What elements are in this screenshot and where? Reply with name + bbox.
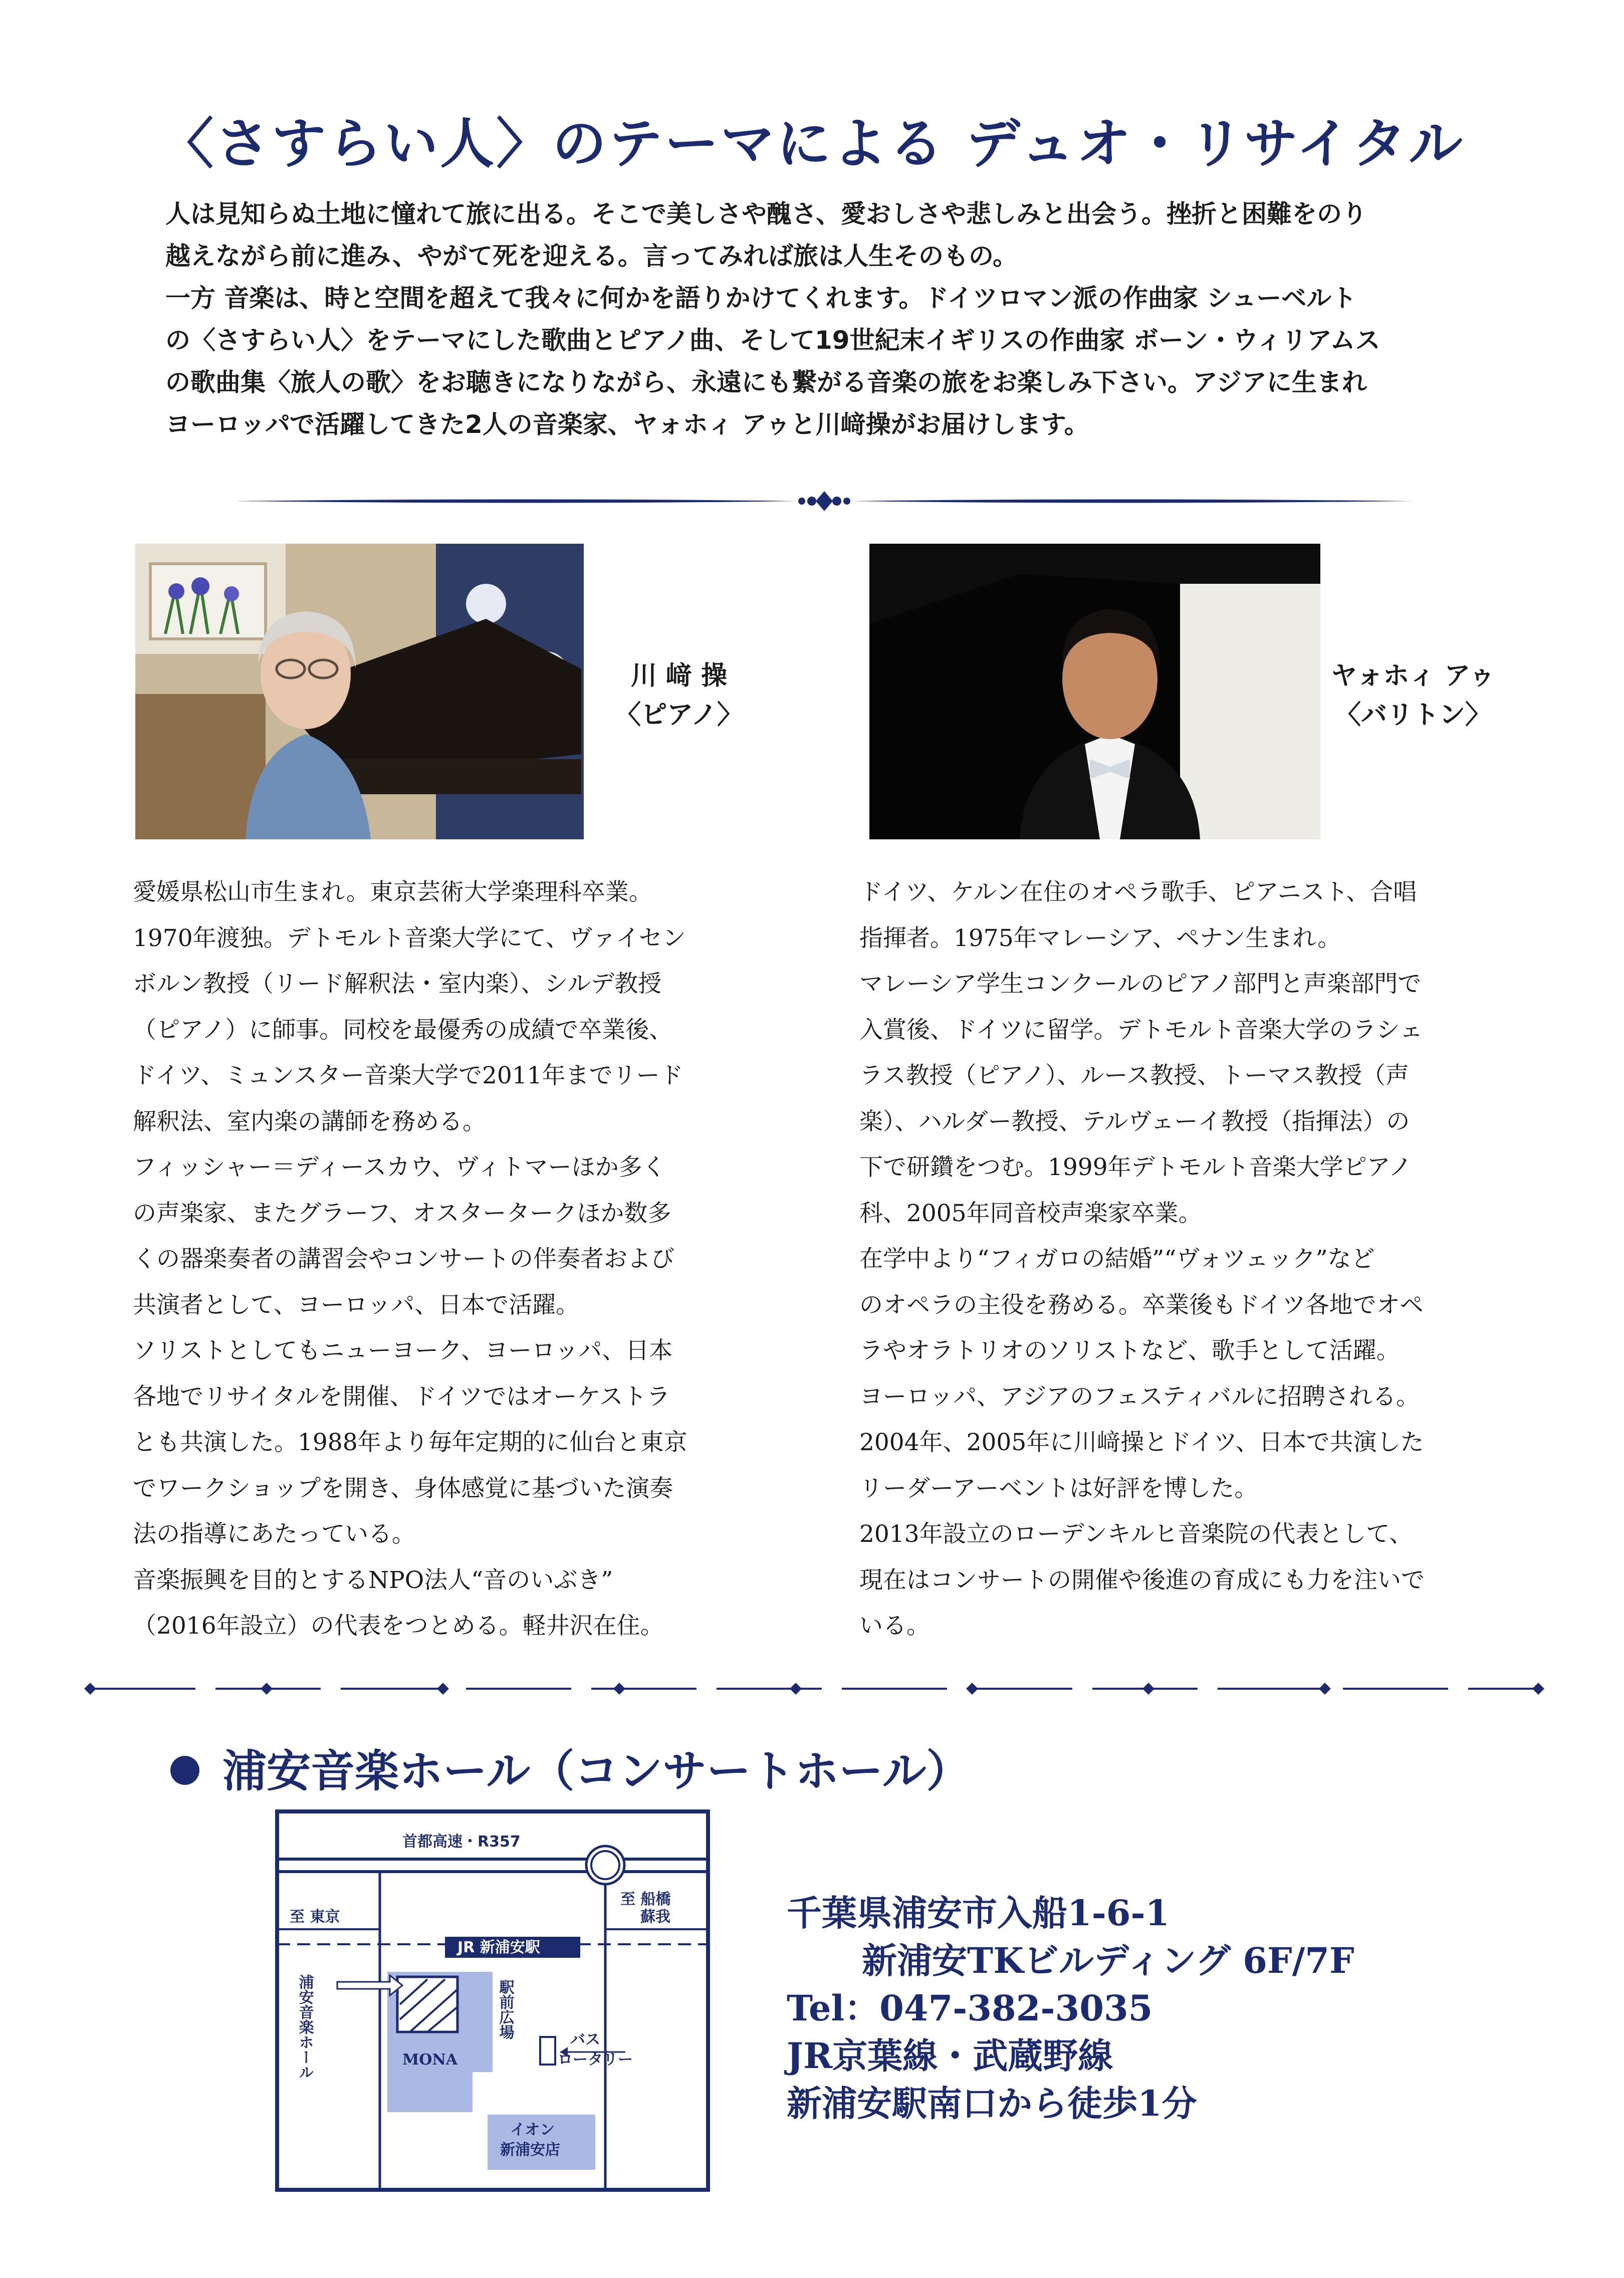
- access-map: [275, 1809, 711, 2192]
- bio-line: 各地でリサイタルを開催、ドイツではオーケストラ: [133, 1383, 670, 1411]
- pianist-role: 〈ピアノ〉: [615, 700, 743, 730]
- phone-line: Tel：047-382-3035: [787, 1987, 1153, 2029]
- map-aeon-store-label: 新浦安店: [500, 2141, 560, 2159]
- map-soga-label: 蘇我: [640, 1908, 670, 1926]
- baritone-role: 〈バリトン〉: [1334, 700, 1491, 730]
- bio-line: 共演者として、ヨーロッパ、日本で活躍。: [133, 1291, 580, 1319]
- intro-line: 一方 音楽は、時と空間を超えて我々に何かを語りかけてくれます。ドイツロマン派の作曲家 シューベルト: [165, 284, 1357, 313]
- pianist-caption: [604, 656, 754, 735]
- bullet-icon: [170, 1756, 199, 1785]
- bio-line: 2013年設立のローデンキルヒ音楽院の代表として、: [859, 1520, 1413, 1548]
- baritone-name: ヤォホィ アゥ: [1331, 661, 1495, 691]
- intro-line: 越えながら前に進み、やがて死を迎える。言ってみれば旅は人生そのもの。: [165, 242, 1018, 271]
- bio-line: 下で研鑽をつむ。1999年デトモルト音楽大学ピアノ: [859, 1154, 1412, 1181]
- intro-text: [165, 193, 1488, 445]
- bio-line: 科、2005年同音校声楽家卒業。: [859, 1199, 1202, 1227]
- intro-line: の歌曲集〈旅人の歌〉をお聴きになりながら、永遠にも繋がる音楽の旅をお楽しみ下さい。アジアに生まれ: [165, 368, 1367, 397]
- pianist-bio: [133, 869, 784, 1649]
- bio-line: 解釈法、室内楽の講師を務める。: [133, 1107, 486, 1135]
- bio-line: （2016年設立）の代表をつとめる。軽井沢在住。: [133, 1612, 664, 1640]
- map-funabashi-label: 至 船橋: [620, 1891, 671, 1908]
- bio-line: の声楽家、またグラーフ、オスタータークほか数多: [133, 1199, 671, 1227]
- bio-line: のオペラの主役を務める。卒業後もドイツ各地でオペ: [859, 1291, 1424, 1319]
- bio-line: （ピアノ）に師事。同校を最優秀の成績で卒業後、: [133, 1016, 673, 1044]
- pianist-photo: [135, 544, 584, 839]
- baritone-bio: [859, 869, 1511, 1649]
- map-station-label: JR 新浦安駅: [457, 1939, 540, 1956]
- venue-address: [787, 1889, 1354, 2127]
- map-highway-label: 首都高速・R357: [402, 1833, 521, 1851]
- bio-line: ヨーロッパ、アジアのフェスティバルに招聘される。: [859, 1383, 1420, 1411]
- bio-line: いる。: [859, 1612, 930, 1640]
- address-line: 新浦安TKビルディング 6F/7F: [862, 1940, 1354, 1981]
- diamond-divider: [80, 1679, 1548, 1699]
- bio-line: 在学中より“フィガロの結婚”“ヴォツェック”など: [859, 1245, 1375, 1273]
- map-tokyo-label: 至 東京: [290, 1908, 340, 1926]
- ornament-divider: [236, 489, 1413, 514]
- bio-line: 入賞後、ドイツに留学。デトモルト音楽大学のラシェ: [859, 1016, 1423, 1044]
- address-line: 千葉県浦安市入船1-6-1: [787, 1892, 1170, 1934]
- bio-line: 楽）、ハルダー教授、テルヴェーイ教授（指揮法）の: [859, 1107, 1410, 1135]
- bio-line: ボルン教授（リード解釈法・室内楽）、シルデ教授: [133, 970, 662, 998]
- pianist-name: 川 﨑 操: [630, 661, 728, 691]
- walk-line: 新浦安駅南口から徒歩1分: [787, 2083, 1197, 2124]
- bio-line: マレーシア学生コンクールのピアノ部門と声楽部門で: [859, 970, 1422, 998]
- bio-line: 音楽振興を目的とするNPO法人“音のいぶき”: [133, 1566, 613, 1594]
- intro-line: 人は見知らぬ土地に憧れて旅に出る。そこで美しさや醜さ、愛おしさや悲しみと出会う。挫折と困難をのり: [165, 199, 1367, 229]
- bio-line: 法の指導にあたっている。: [133, 1520, 415, 1548]
- bio-line: 指揮者。1975年マレーシア、ペナン生まれ。: [859, 924, 1341, 952]
- bio-line: ドイツ、ミュンスター音楽大学で2011年までリード: [133, 1062, 683, 1089]
- intro-line: の〈さすらい人〉をテーマにした歌曲とピアノ曲、そして19世紀末イギリスの作曲家 ボーン・ウィリアムス: [165, 326, 1380, 355]
- bio-line: フィッシャー＝ディースカウ、ヴィトマーほか多く: [133, 1154, 666, 1181]
- map-aeon-label: イオン: [510, 2121, 555, 2139]
- bio-line: ラス教授（ピアノ）、ルース教授、トーマス教授（声: [859, 1062, 1409, 1089]
- bio-line: 1970年渡独。デトモルト音楽大学にて、ヴァイセン: [133, 924, 686, 952]
- baritone-photo: [869, 544, 1320, 839]
- map-mona-label: MONA: [402, 2051, 458, 2069]
- bio-line: 愛媛県松山市生まれ。東京芸術大学楽理科卒業。: [133, 878, 652, 906]
- bio-line: ソリストとしてもニューヨーク、ヨーロッパ、日本: [133, 1337, 673, 1364]
- venue-name: 浦安音楽ホール（コンサートホール）: [222, 1745, 971, 1797]
- train-line: JR京葉線・武蔵野線: [787, 2035, 1113, 2077]
- page-title: 〈さすらい人〉のテーマによる デュオ・リサイタル: [159, 113, 1465, 175]
- bio-line: ラやオラトリオのソリストなど、歌手として活躍。: [859, 1337, 1400, 1364]
- bio-line: 現在はコンサートの開催や後進の育成にも力を注いで: [859, 1566, 1425, 1594]
- bio-line: くの器楽奏者の講習会やコンサートの伴奏者および: [133, 1245, 674, 1273]
- map-bus-label: バス: [570, 2031, 600, 2048]
- map-plaza-label: 駅前広場: [496, 1979, 514, 2039]
- bio-line: とも共演した。1988年より毎年定期的に仙台と東京: [133, 1429, 687, 1456]
- bio-line: 2004年、2005年に川﨑操とドイツ、日本で共演した: [859, 1429, 1424, 1456]
- intro-line: ヨーロッパで活躍してきた2人の音楽家、ヤォホィ アゥと川﨑操がお届けします。: [165, 410, 1089, 439]
- map-rotary-label: ロータリー: [558, 2051, 633, 2069]
- map-hall-label: 浦安音楽ホール: [296, 1974, 314, 2080]
- bio-line: リーダーアーベントは好評を博した。: [859, 1474, 1258, 1502]
- bio-line: でワークショップを開き、身体感覚に基づいた演奏: [133, 1474, 673, 1502]
- baritone-caption: [1313, 656, 1513, 735]
- bio-line: ドイツ、ケルン在住のオペラ歌手、ピアニスト、合唱: [859, 878, 1417, 906]
- venue-title: [170, 1736, 970, 1799]
